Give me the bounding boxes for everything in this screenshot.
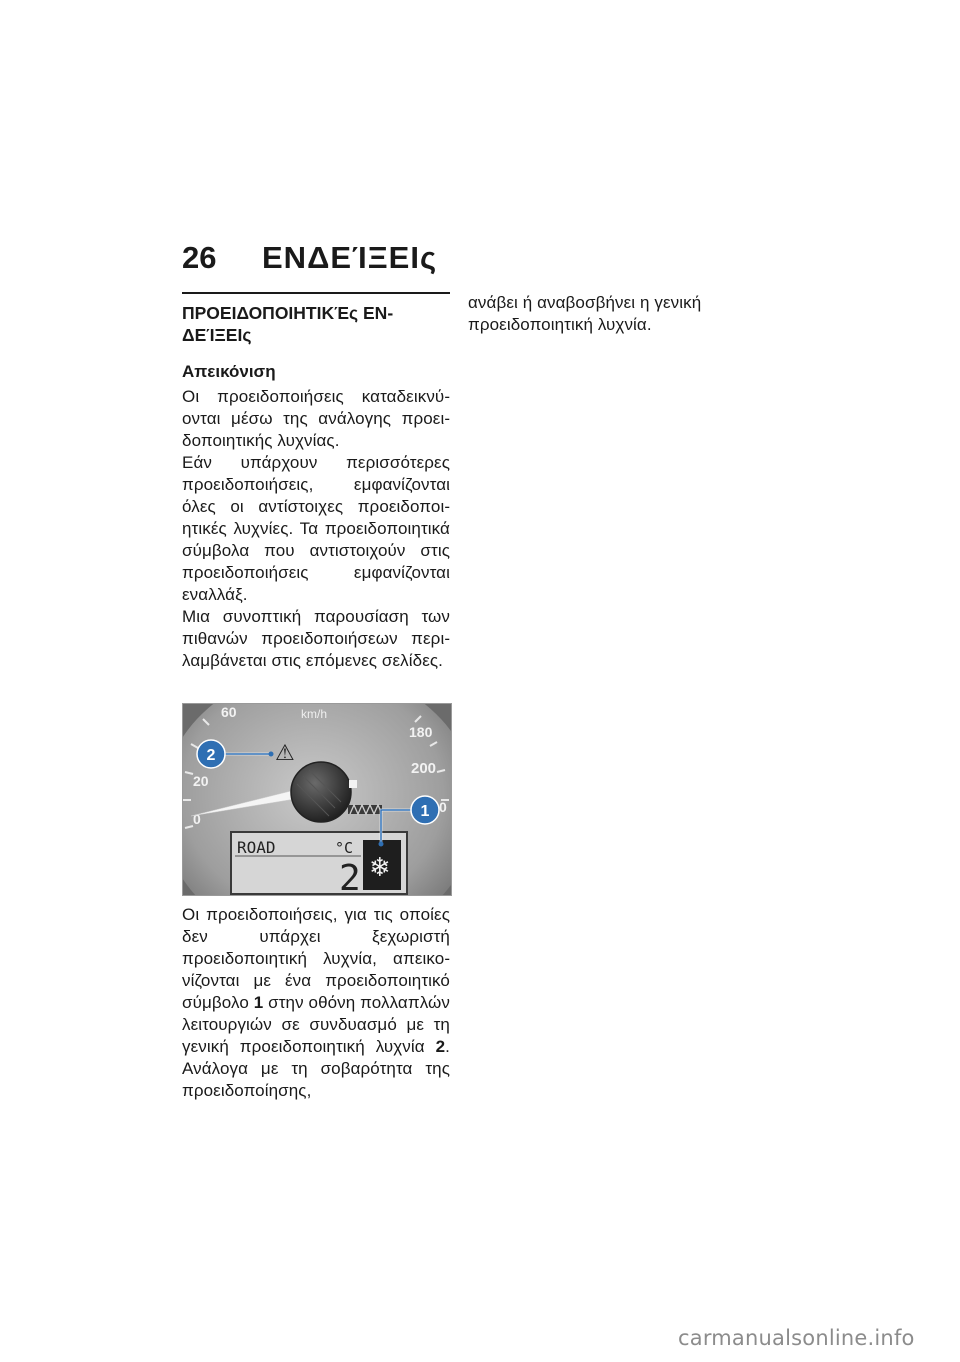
paragraph-2: Εάν υπάρχουν περισσότερες προειδοποιήσεις, εμφανίζονται όλες οι αντίστοιχες προειδοποιητικές λυχνίες. Τα προειδοποιητικά σύμβολα που αντιστοιχούν στις προειδοποιήσεις εμφανίζονται εναλλάξ. — [182, 453, 450, 604]
display-mode: ROAD — [237, 838, 276, 857]
page-header — [182, 240, 742, 280]
fuel-pattern-icon — [348, 805, 382, 814]
tick-label-60: 60 — [221, 704, 237, 720]
snowflake-icon: ❄ — [369, 853, 391, 883]
speed-unit: km/h — [301, 707, 328, 721]
tick-label-0-left: 0 — [193, 811, 201, 827]
paragraph-3: Μια συνοπτική παρουσίαση των πιθανών προειδοποιήσεων περιλαμβάνεται στις επόμενες σελίδες. — [182, 607, 450, 670]
page-number: 26 — [182, 240, 217, 275]
caption-ref-1: 1 — [253, 993, 264, 1012]
caption-continuation: ανάβει ή αναβοσβήνει η γενική προειδοποιητική λυχνία. — [468, 293, 702, 334]
caption-text-1: Οι προειδοποιήσεις, για τις οποίες δεν υπάρχει ξεχωριστή προειδοποιητική λυχνία, απεικονίζονται με ένα προειδοποιητικό σύμβολο — [182, 905, 450, 1012]
display-value: 2 — [339, 858, 361, 896]
tick-label-20: 20 — [193, 773, 209, 789]
section-title: ΠΡΟΕΙΔΟΠΟΙΗΤΙΚΈς ΕΝ-ΔΕΊΞΕΙς — [182, 303, 394, 345]
needle-hub-mark — [349, 780, 357, 788]
center-knob — [291, 762, 351, 822]
tick-label-0-right: 0 — [439, 799, 447, 815]
caption-text-2: στην οθόνη πολλαπλών λειτουργιών σε συνδυασμό με τη γενική προειδοποιητική λυχνία — [182, 993, 451, 1056]
tick-label-180: 180 — [409, 724, 433, 740]
display-unit: °C — [335, 839, 354, 857]
watermark: carmanualsonline.info — [678, 1326, 915, 1350]
caption-ref-2: 2 — [435, 1037, 446, 1056]
subheading: Απεικόνιση — [182, 362, 276, 381]
paragraph-1: Οι προειδοποιήσεις καταδεικνύονται μέσω της ανάλογης προειδοποιητικής λυχνίας. — [182, 387, 450, 450]
caption-text-3: . Ανάλογα με τη σοβαρότητα της προειδοποίησης, — [182, 1037, 450, 1100]
right-column — [468, 292, 748, 336]
warning-triangle-icon: ⚠ — [275, 741, 295, 766]
callout-2-number: 2 — [206, 747, 216, 764]
caption-paragraph — [182, 904, 450, 1102]
callout-1-number: 1 — [420, 803, 430, 820]
instrument-cluster-figure — [182, 703, 452, 896]
chapter-title: ΕΝΔΕΊΞΕΙς — [262, 240, 438, 275]
section-divider — [182, 292, 450, 294]
figure-caption — [182, 904, 450, 1102]
left-column — [182, 292, 450, 672]
tick-label-200: 200 — [411, 760, 437, 777]
